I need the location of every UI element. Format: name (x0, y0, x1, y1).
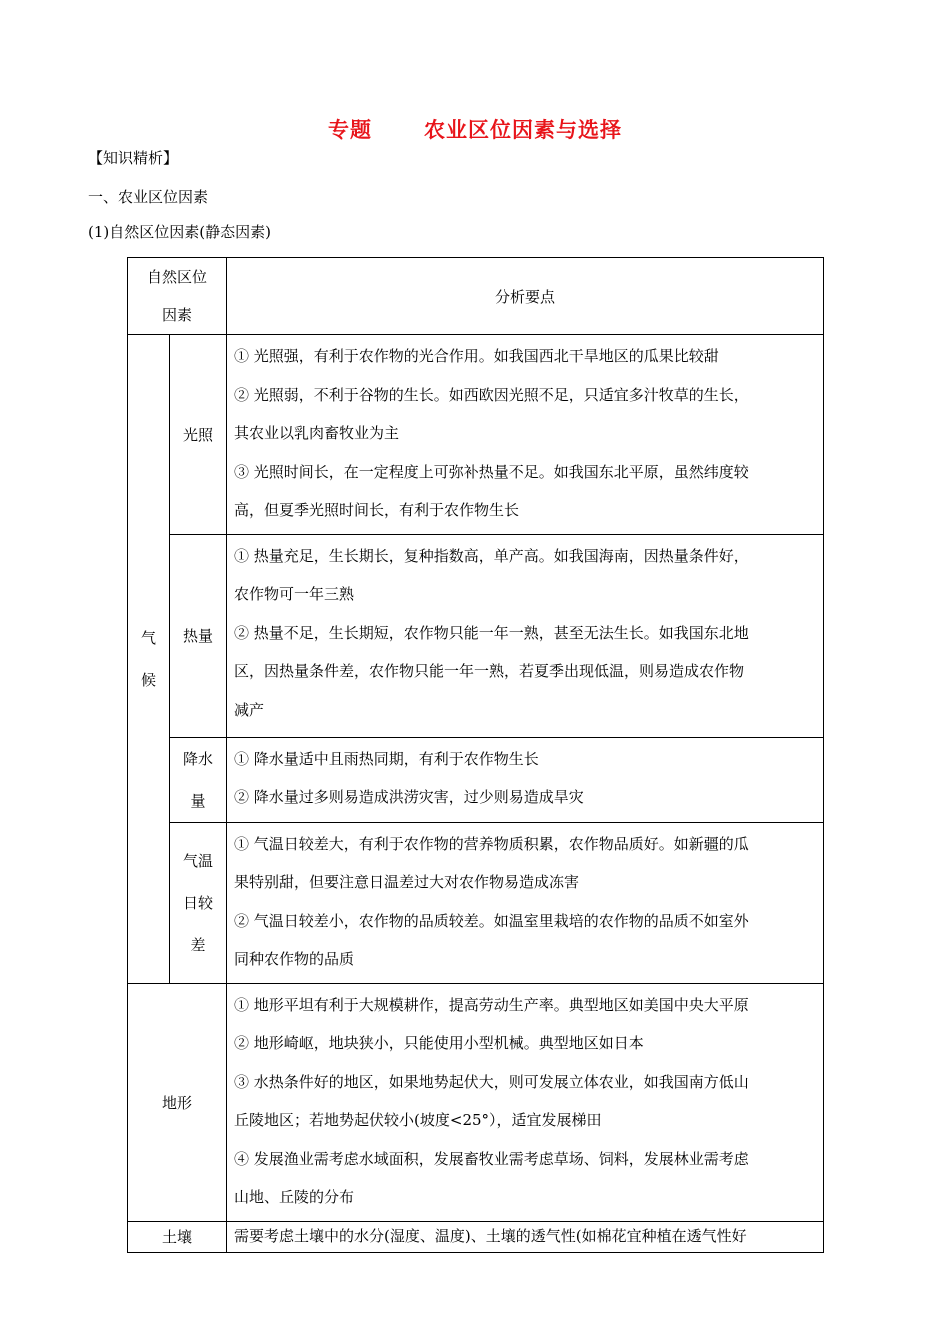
soil-label: 土壤 (128, 1221, 227, 1252)
light-desc (227, 335, 824, 535)
title-main: 农业区位因素与选择 (424, 118, 622, 142)
temp-range-line-3: ② 气温日较差小，农作物的品质较差。如温室里栽培的农作物的品质不如室外 (234, 911, 749, 930)
heat-line-1: ① 热量充足，生长期长，复种指数高，单产高。如我国海南，因热量条件好， (234, 546, 749, 565)
temp-range-label-3: 差 (190, 935, 206, 954)
terrain-line-2: ② 地形崎岖，地块狭小，只能使用小型机械。典型地区如日本 (234, 1034, 644, 1052)
soil-desc: 需要考虑土壤中的水分(湿度、温度)、土壤的透气性(如棉花宜种植在透气性好 (227, 1221, 824, 1252)
rain-line-1: ① 降水量适中且雨热同期，有利于农作物生长 (234, 749, 539, 768)
terrain-line-3: ③ 水热条件好的地区，如果地势起伏大，则可发展立体农业，如我国南方低山 (234, 1072, 749, 1091)
heat-line-3: ② 热量不足，生长期短，农作物只能一年一熟，甚至无法生长。如我国东北地 (234, 623, 749, 642)
rain-label (170, 737, 227, 822)
light-label: 光照 (170, 335, 227, 535)
terrain-label: 地形 (128, 983, 227, 1221)
light-line-5: 高，但夏季光照时间长，有利于农作物生长 (234, 501, 520, 519)
light-line-1: ① 光照强，有利于农作物的光合作用。如我国西北干旱地区的瓜果比较甜 (234, 347, 719, 365)
light-line-4: ③ 光照时间长，在一定程度上可弥补热量不足。如我国东北平原，虽然纬度较 (234, 462, 749, 481)
table-header-row (128, 258, 824, 335)
header-factor-cell (128, 258, 227, 335)
temp-range-label-2: 日较 (183, 893, 214, 912)
climate-label-1: 气 (140, 628, 156, 647)
table-row-heat (128, 534, 824, 737)
light-line-2: ② 光照弱，不利于谷物的生长。如西欧因光照不足，只适宜多汁牧草的生长， (234, 385, 749, 404)
temp-range-label-1: 气温 (183, 851, 214, 870)
rain-label-2: 量 (190, 791, 206, 810)
natural-factors-table (127, 257, 824, 1253)
temp-range-label (170, 822, 227, 983)
heat-label: 热量 (170, 534, 227, 737)
table-row-terrain (128, 983, 824, 1221)
heading-natural-factors: (1)自然区位因素(静态因素) (88, 223, 271, 241)
temp-range-desc (227, 822, 824, 983)
heat-line-5: 减产 (234, 700, 265, 719)
rain-line-2: ② 降水量过多则易造成洪涝灾害，过少则易造成旱灾 (234, 788, 584, 806)
rain-label-1: 降水 (183, 749, 214, 768)
table-row-soil (128, 1221, 824, 1252)
climate-label-2: 候 (140, 670, 156, 689)
climate-label-cell (128, 335, 170, 984)
page-title (0, 114, 950, 144)
light-line-3: 其农业以乳肉畜牧业为主 (234, 424, 400, 442)
table-row-temp-range (128, 822, 824, 983)
table-row-rain (128, 737, 824, 822)
terrain-desc (227, 983, 824, 1221)
heat-desc (227, 534, 824, 737)
temp-range-line-4: 同种农作物的品质 (234, 950, 355, 968)
rain-desc (227, 737, 824, 822)
header-factor-line2: 因素 (162, 306, 193, 324)
header-points-cell: 分析要点 (227, 258, 824, 335)
header-factor-line1: 自然区位 (147, 268, 208, 286)
section-label: 【知识精析】 (88, 149, 179, 167)
terrain-line-1: ① 地形平坦有利于大规模耕作，提高劳动生产率。典型地区如美国中央大平原 (234, 995, 749, 1014)
heat-line-4: 区，因热量条件差，农作物只能一年一熟，若夏季出现低温，则易造成农作物 (234, 662, 745, 680)
heat-line-2: 农作物可一年三熟 (234, 585, 355, 603)
terrain-line-4: 丘陵地区；若地势起伏较小(坡度<25°），适宜发展梯田 (234, 1111, 602, 1129)
temp-range-line-1: ① 气温日较差大，有利于农作物的营养物质积累，农作物品质好。如新疆的瓜 (234, 834, 749, 853)
terrain-line-6: 山地、丘陵的分布 (234, 1188, 355, 1206)
terrain-line-5: ④ 发展渔业需考虑水域面积，发展畜牧业需考虑草场、饲料，发展林业需考虑 (234, 1149, 749, 1168)
table-row-light (128, 335, 824, 535)
heading-agri-factors: 一、农业区位因素 (88, 188, 209, 206)
title-prefix: 专题 (328, 118, 372, 142)
temp-range-line-2: 果特别甜，但要注意日温差过大对农作物易造成冻害 (234, 873, 580, 891)
